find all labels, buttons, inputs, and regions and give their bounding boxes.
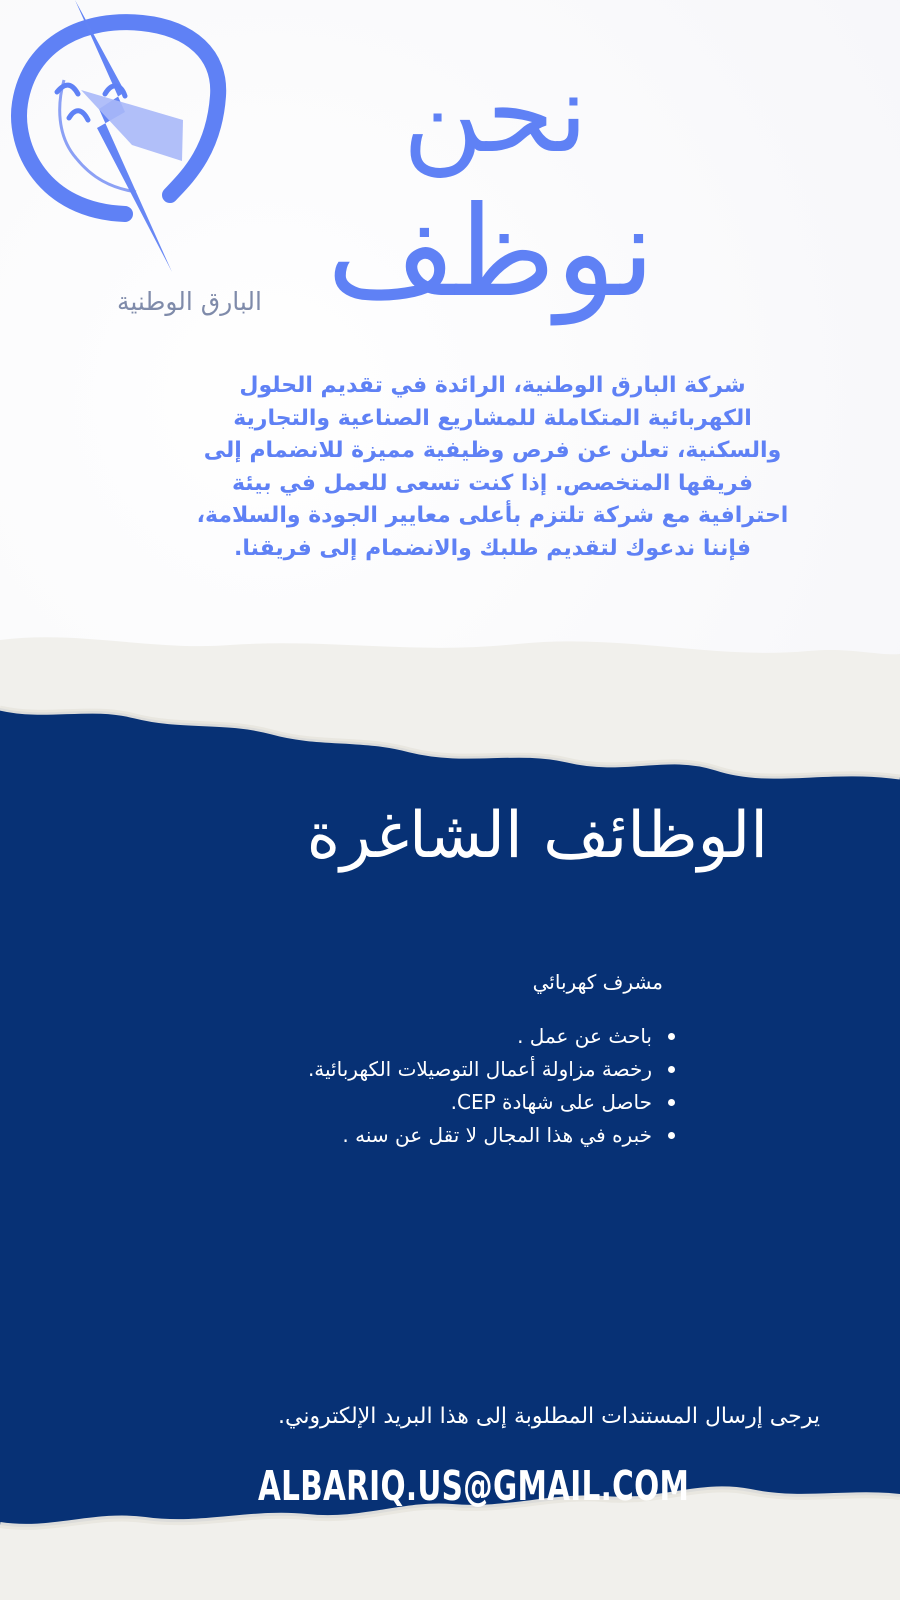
requirement-item: خبره في هذا المجال لا تقل عن سنه . xyxy=(250,1119,680,1152)
company-logo xyxy=(0,0,300,330)
headline-line-2: نوظف xyxy=(326,180,655,325)
lightning-circle-logo-icon xyxy=(0,0,300,330)
requirement-item: باحث عن عمل . xyxy=(250,1020,680,1053)
lightning-highlight-icon xyxy=(81,90,183,161)
logo-wordmark: البارق الوطنية xyxy=(116,287,262,316)
requirements-list xyxy=(250,1020,680,1152)
contact-instruction: يرجى إرسال المستندات المطلوبة إلى هذا البريد الإلكتروني. xyxy=(277,1404,820,1429)
vacancies-title: الوظائف الشاغرة xyxy=(306,799,768,873)
requirement-item: رخصة مزاولة أعمال التوصيلات الكهربائية. xyxy=(250,1053,680,1086)
headline-line-1: نحن xyxy=(402,49,588,177)
requirement-item: حاصل على شهادة CEP. xyxy=(250,1086,680,1119)
contact-email-link[interactable]: ALBARIQ.US@GMAIL.COM xyxy=(258,1462,690,1510)
job-title: مشرف كهربائي xyxy=(532,970,663,994)
intro-paragraph: شركة البارق الوطنية، الرائدة في تقديم الحلول الكهربائية المتكاملة للمشاريع الصناعية والتجارية والسكنية، تعلن عن فرص وظيفية مميزة للانضمام إلى فريقها المتخصص. إذا كنت تسعى للعمل في بيئة احترافية مع شركة تلتزم بأعلى معايير الجودة والسلامة، فإننا ندعوك لتقديم طلبك والانضمام إلى فريقنا. xyxy=(196,373,789,561)
